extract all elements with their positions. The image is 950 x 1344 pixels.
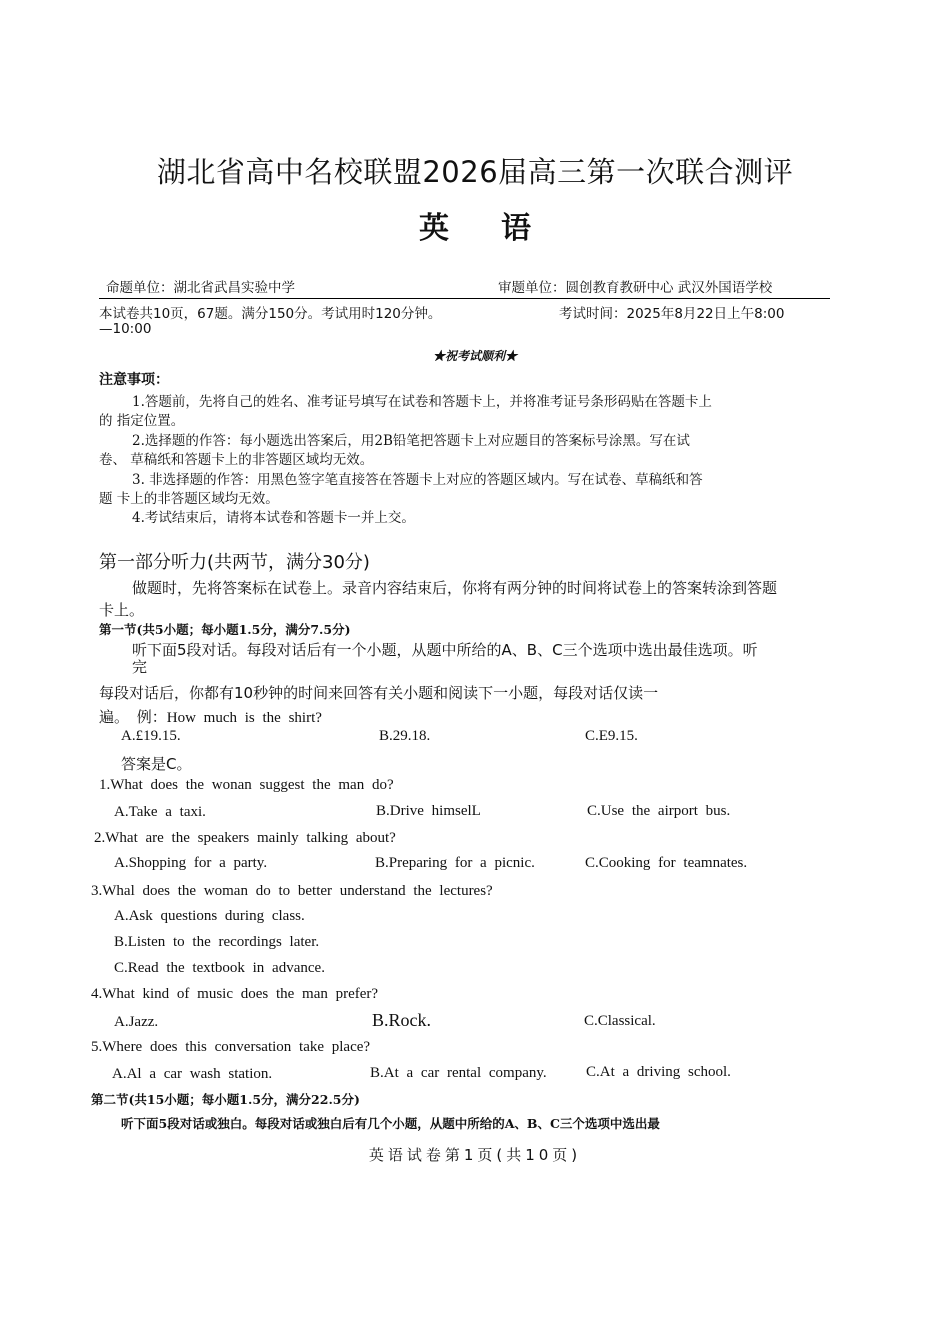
example-option-a: A.£19.15.	[121, 728, 181, 744]
header-rule	[99, 298, 830, 299]
q4-option-b[interactable]: B.Rock.	[372, 1010, 432, 1030]
section1-heading: 第一节(共5小题；每小题1.5分，满分7.5分)	[99, 622, 351, 637]
q4-option-c[interactable]: C.Classical.	[584, 1013, 656, 1029]
q5-option-a[interactable]: A.Al a car wash station.	[112, 1066, 273, 1082]
reviewer-unit: 审题单位：圆创教育教研中心 武汉外国语学校	[498, 280, 773, 296]
good-luck-banner: ★祝考试顺利★	[432, 349, 517, 363]
question-2: 2.What are the speakers mainly talking about?	[94, 830, 396, 846]
q4-option-a[interactable]: A.Jazz.	[114, 1014, 159, 1030]
example-question: 遍。 例：How much is the shirt?	[99, 710, 322, 726]
q3-option-a[interactable]: A.Ask questions during class.	[114, 908, 305, 924]
q5-option-b[interactable]: B.At a car rental company.	[370, 1065, 547, 1081]
q1-option-a[interactable]: A.Take a taxi.	[114, 804, 206, 820]
part1-intro-line2: 卡上。	[99, 601, 145, 619]
section1-intro-line2: 完	[132, 658, 148, 676]
exam-info: 本试卷共10页，67题。满分150分。考试用时120分钟。	[99, 306, 442, 322]
note-2-line1: 2.选择题的作答：每小题选出答案后，用2B铅笔把答题卡上对应题目的答案标号涂黑。写在试	[132, 433, 690, 449]
q5-option-c[interactable]: C.At a driving school.	[586, 1064, 731, 1080]
question-5: 5.Where does this conversation take place?	[91, 1039, 371, 1055]
section2-intro: 听下面5段对话或独白。每段对话或独白后有几个小题，从题中所给的A、B、C三个选项中选出最	[121, 1116, 660, 1131]
section2-heading: 第二节(共15小题；每小题1.5分，满分22.5分)	[91, 1092, 360, 1107]
example-option-b: B.29.18.	[379, 728, 431, 744]
q3-option-b[interactable]: B.Listen to the recordings later.	[114, 934, 320, 950]
notes-heading: 注意事项：	[99, 372, 169, 388]
note-2-line2: 卷、 草稿纸和答题卡上的非答题区域均无效。	[99, 452, 374, 468]
q1-option-c[interactable]: C.Use the airport bus.	[587, 803, 731, 819]
setter-unit: 命题单位：湖北省武昌实验中学	[106, 280, 295, 296]
q2-option-a[interactable]: A.Shopping for a party.	[114, 855, 268, 871]
section1-intro-line3: 每段对话后，你都有10秒钟的时间来回答有关小题和阅读下一小题，每段对话仅读一	[99, 684, 659, 702]
q2-option-b[interactable]: B.Preparing for a picnic.	[375, 855, 535, 871]
part1-heading: 第一部分听力(共两节，满分30分)	[99, 552, 370, 573]
exam-time-end: —10:00	[99, 321, 152, 337]
example-answer: 答案是C。	[121, 755, 192, 773]
question-3: 3.Whal does the woman do to better understand the lectures?	[91, 883, 493, 899]
section1-intro-line1: 听下面5段对话。每段对话后有一个小题，从题中所给的A、B、C三个选项中选出最佳选项。听	[132, 641, 758, 659]
question-1: 1.What does the wonan suggest the man do?	[99, 777, 394, 793]
q1-option-b[interactable]: B.Drive himselL	[376, 803, 481, 819]
note-3-line1: 3. 非选择题的作答：用黑色签字笔直接答在答题卡上对应的答题区域内。写在试卷、草稿纸和答	[132, 472, 703, 488]
exam-title: 湖北省高中名校联盟2026届高三第一次联合测评	[156, 155, 794, 189]
part1-intro-line1: 做题时，先将答案标在试卷上。录音内容结束后，你将有两分钟的时间将试卷上的答案转涂到答题	[132, 579, 778, 597]
note-1-line2: 的 指定位置。	[99, 413, 185, 429]
example-option-c: C.E9.15.	[585, 728, 638, 744]
note-3-line2: 题 卡上的非答题区域均无效。	[99, 491, 279, 507]
note-1-line1: 1.答题前，先将自己的姓名、准考证号填写在试卷和答题卡上，并将准考证号条形码贴在答题卡上	[132, 394, 712, 410]
page-footer: 英语试卷第1页(共10页)	[368, 1146, 582, 1164]
exam-time: 考试时间：2025年8月22日上午8:00	[559, 306, 785, 322]
note-4: 4.考试结束后，请将本试卷和答题卡一并上交。	[132, 510, 415, 526]
question-4: 4.What kind of music does the man prefer?	[91, 986, 379, 1002]
q2-option-c[interactable]: C.Cooking for teamnates.	[585, 855, 748, 871]
subject-title: 英语	[419, 211, 583, 246]
q3-option-c[interactable]: C.Read the textbook in advance.	[114, 960, 325, 976]
